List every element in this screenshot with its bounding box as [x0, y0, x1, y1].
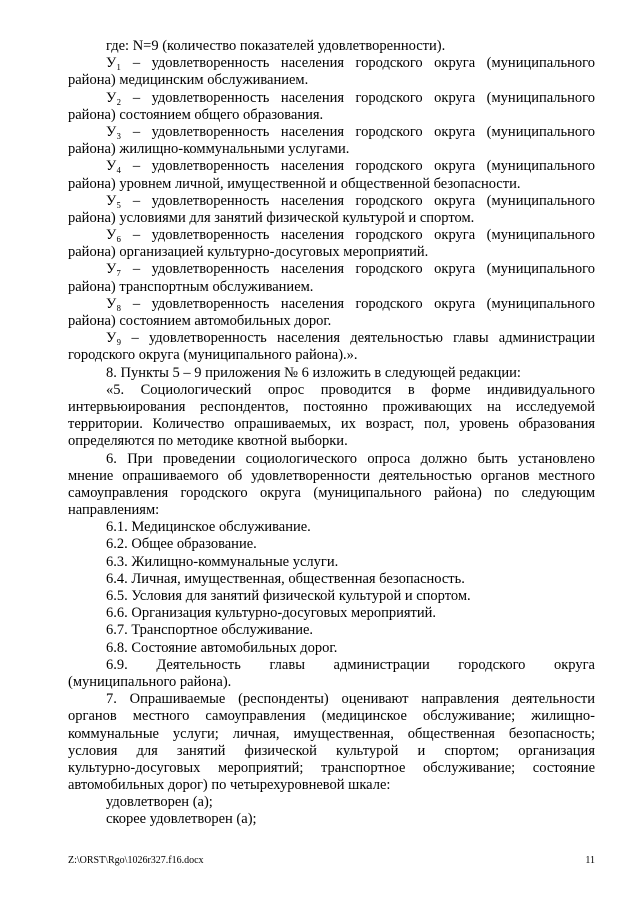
- text-line: У₁ – удовлетворенность населения городского округа (муниципального: [106, 55, 595, 72]
- text-line: района) транспортным обслуживанием.: [68, 278, 314, 295]
- file-path: Z:\ORST\Rgo\1026r327.f16.docx: [68, 855, 204, 866]
- text-line: У₅ – удовлетворенность населения городского округа (муниципального: [106, 192, 595, 209]
- text-line: района) состоянием общего образования.: [68, 106, 324, 123]
- list-item: 6.1. Медицинское обслуживание.: [106, 519, 311, 536]
- page-number: 11: [585, 855, 595, 866]
- text-line: где: N=9 (количество показателей удовлетворенности).: [106, 38, 446, 54]
- text-line: У₈ – удовлетворенность населения городского округа (муниципального: [106, 295, 595, 312]
- text-line: 7. Опрашиваемые (респонденты) оценивают направления деятельности: [106, 691, 595, 708]
- list-item: 6.5. Условия для занятий физической культурой и спортом.: [106, 588, 471, 604]
- text-line: У₄ – удовлетворенность населения городского округа (муниципального: [106, 158, 595, 175]
- text-line: городского округа (муниципального района).».: [68, 347, 358, 364]
- text-line: органов местного самоуправления (медицинское обслуживание; жилищно-: [68, 708, 595, 725]
- list-item: 6.7. Транспортное обслуживание.: [106, 622, 314, 639]
- text-line: «5. Социологический опрос проводится в форме индивидуального: [106, 381, 595, 398]
- text-line: коммунальные услуги; личная, имущественная, общественная безопасность;: [68, 725, 595, 742]
- text-line: мнение опрашиваемого об удовлетворенности деятельностью органов местного: [68, 467, 595, 484]
- text-line: района) медицинским обслуживанием.: [68, 72, 309, 89]
- text-line: района) состоянием автомобильных дорог.: [68, 313, 332, 329]
- text-line: района) организацией культурно-досуговых мероприятий.: [68, 244, 429, 261]
- text-line: территории. Количество опрашиваемых, их возраст, пол, уровень образования: [68, 416, 595, 433]
- text-line: (муниципального района).: [68, 673, 232, 690]
- list-item: 6.9. Деятельность главы администрации городского округа: [106, 656, 595, 673]
- text-line: скорее удовлетворен (а);: [106, 811, 257, 828]
- document-body: [68, 38, 595, 829]
- text-line: условия для занятий физической культурой и спортом; организация: [68, 742, 595, 759]
- text-line: определяются по методике квотной выборки.: [68, 433, 348, 450]
- text-line: самоуправления городского округа (муниципального района) по следующим: [68, 484, 595, 501]
- text-line: района) условиями для занятий физической культурой и спортом.: [68, 209, 475, 226]
- list-item: 6.4. Личная, имущественная, общественная безопасность.: [106, 570, 465, 587]
- text-line: удовлетворен (а);: [106, 794, 213, 811]
- text-line: интервьюирования респондентов, постоянно проживающих на исследуемой: [68, 398, 595, 415]
- text-line: направлениям:: [68, 502, 160, 519]
- list-item: 6.6. Организация культурно-досуговых мероприятий.: [106, 605, 437, 622]
- page-footer: [68, 855, 595, 867]
- text-line: района) уровнем личной, имущественной и общественной безопасности.: [68, 175, 521, 192]
- text-line: культурно-досуговых мероприятий; транспортное обслуживание; состояние: [68, 759, 595, 776]
- text-line: У₉ – удовлетворенность населения деятельностью главы администрации: [106, 330, 595, 347]
- text-line: У₂ – удовлетворенность населения городского округа (муниципального: [106, 89, 595, 106]
- text-line: 6. При проведении социологического опроса должно быть установлено: [106, 450, 595, 467]
- text-line: У₃ – удовлетворенность населения городского округа (муниципального: [106, 123, 595, 140]
- text-line: У₆ – удовлетворенность населения городского округа (муниципального: [106, 227, 595, 244]
- text-line: района) жилищно-коммунальными услугами.: [68, 141, 350, 158]
- list-item: 6.2. Общее образование.: [106, 536, 257, 553]
- text-line: У₇ – удовлетворенность населения городского округа (муниципального: [106, 261, 595, 278]
- list-item: 6.8. Состояние автомобильных дорог.: [106, 639, 338, 656]
- list-item: 6.3. Жилищно-коммунальные услуги.: [106, 553, 339, 570]
- text-line: автомобильных дорог) по четырехуровневой шкале:: [68, 777, 391, 794]
- text-line: 8. Пункты 5 – 9 приложения № 6 изложить в следующей редакции:: [106, 364, 521, 381]
